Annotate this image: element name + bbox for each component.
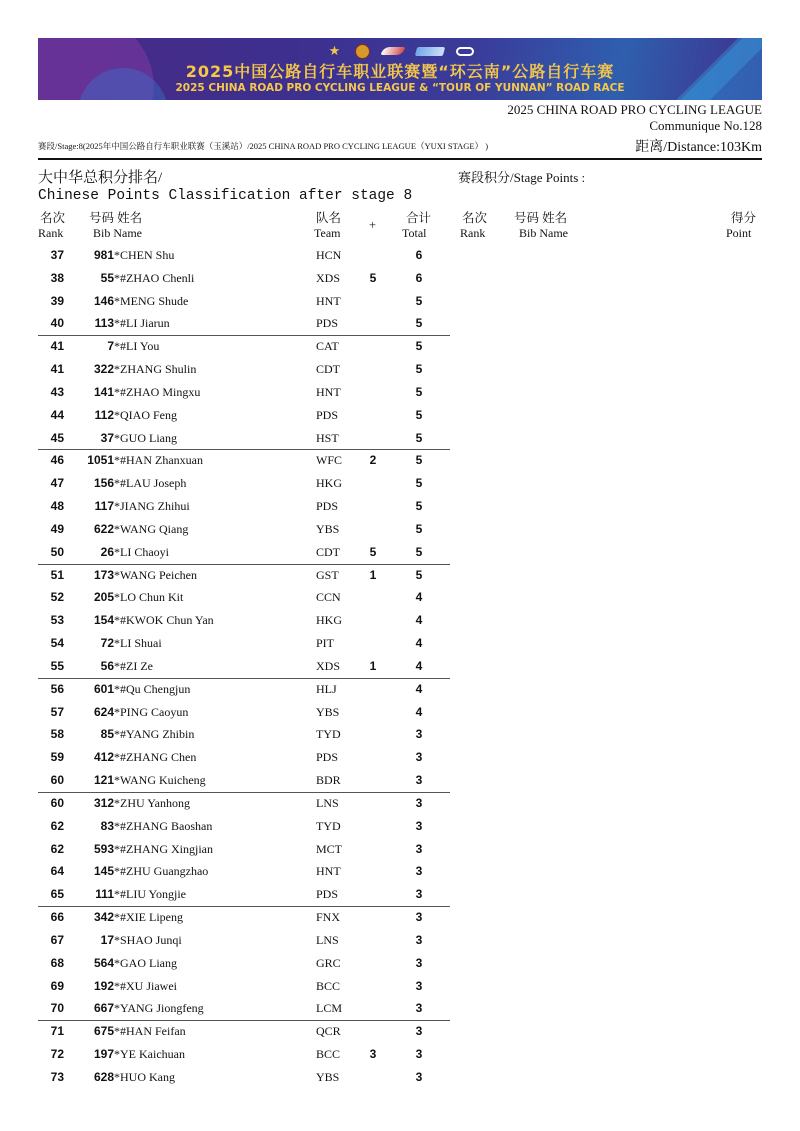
cell-team: BDR xyxy=(316,773,341,788)
cell-rank: 44 xyxy=(50,407,64,422)
emblem-logo-icon xyxy=(355,44,370,59)
cell-name: *#ZHANG Baoshan xyxy=(114,818,213,833)
cell-name: *WANG Kuicheng xyxy=(114,773,206,788)
cell-team: CCN xyxy=(316,590,341,605)
cell-bib: 624 xyxy=(93,704,114,719)
cell-total: 5 xyxy=(415,316,423,331)
col-team-cn: 队名 xyxy=(316,211,342,225)
cell-rank: 41 xyxy=(50,362,64,377)
stage-col-point-cn: 得分 xyxy=(731,211,757,225)
table-row xyxy=(38,655,450,678)
col-bibname-en: Bib Name xyxy=(93,226,142,240)
table-row xyxy=(38,1066,450,1089)
cell-team: PDS xyxy=(316,750,339,765)
cell-rank: 58 xyxy=(50,727,64,742)
table-row xyxy=(38,244,450,267)
cell-rank: 45 xyxy=(50,430,64,445)
cell-total: 3 xyxy=(415,978,423,993)
cell-total: 5 xyxy=(415,567,423,582)
cell-team: HNT xyxy=(316,384,341,399)
table-row xyxy=(38,427,450,450)
cell-team: FNX xyxy=(316,910,341,925)
cell-bib: 312 xyxy=(93,795,114,810)
cell-team: LNS xyxy=(316,795,339,810)
cell-name: *WANG Peichen xyxy=(114,567,197,582)
cell-rank: 72 xyxy=(50,1047,64,1062)
cell-bib: 55 xyxy=(100,270,114,285)
table-row xyxy=(38,541,450,564)
cell-team: PDS xyxy=(316,499,339,514)
table-row xyxy=(38,746,450,769)
cell-team: TYD xyxy=(316,727,341,742)
cell-bib: 156 xyxy=(93,476,114,491)
table-row xyxy=(38,701,450,724)
classification-title-en: Chinese Points Classification after stage 8 xyxy=(38,188,413,204)
cell-team: PDS xyxy=(316,316,339,331)
cell-rank: 48 xyxy=(50,499,64,514)
table-row xyxy=(38,838,450,861)
cell-plus: 1 xyxy=(369,658,377,673)
cell-bib: 111 xyxy=(95,887,114,902)
cell-total: 5 xyxy=(415,521,423,536)
cell-name: *#YANG Zhibin xyxy=(114,727,195,742)
cell-rank: 40 xyxy=(50,316,64,331)
cell-total: 3 xyxy=(415,841,423,856)
cell-name: *YE Kaichuan xyxy=(114,1047,185,1062)
cell-plus: 2 xyxy=(369,453,377,468)
cell-name: *MENG Shude xyxy=(114,293,189,308)
cell-total: 3 xyxy=(415,1024,423,1039)
stage-info: 赛段/Stage:8(2025年中国公路自行车职业联赛（玉溪站）/2025 CHINA ROAD PRO CYCLING LEAGUE（YUXI STAGE） ) xyxy=(38,141,489,151)
cell-name: *WANG Qiang xyxy=(114,521,189,536)
cell-bib: 342 xyxy=(93,910,114,925)
cell-name: *HUO Kang xyxy=(114,1069,175,1084)
cell-total: 5 xyxy=(415,339,423,354)
table-row xyxy=(38,358,450,381)
league-name: 2025 CHINA ROAD PRO CYCLING LEAGUE xyxy=(507,102,762,117)
cell-rank: 64 xyxy=(50,864,64,879)
table-row xyxy=(38,723,450,746)
col-team-en: Team xyxy=(314,226,341,240)
stage-col-rank-cn: 名次 xyxy=(462,211,488,225)
cell-name: *QIAO Feng xyxy=(114,407,177,422)
cell-rank: 65 xyxy=(50,887,64,902)
table-row xyxy=(38,678,450,701)
cell-rank: 46 xyxy=(50,453,64,468)
stage-distance: 距离/Distance:103Km xyxy=(635,140,762,155)
cell-total: 5 xyxy=(415,476,423,491)
cell-rank: 43 xyxy=(50,384,64,399)
cell-total: 3 xyxy=(415,864,423,879)
cell-team: MCT xyxy=(316,841,343,856)
star-logo-icon: ★ xyxy=(328,43,341,59)
cell-name: *ZHANG Shulin xyxy=(114,362,197,377)
cell-team: HNT xyxy=(316,864,341,879)
cell-name: *GAO Liang xyxy=(114,955,177,970)
cell-team: YBS xyxy=(316,1069,340,1084)
cell-total: 3 xyxy=(415,795,423,810)
table-row xyxy=(38,975,450,998)
cell-total: 3 xyxy=(415,932,423,947)
table-row xyxy=(38,883,450,906)
cell-bib: 121 xyxy=(93,773,114,788)
table-row xyxy=(38,952,450,975)
cell-bib: 412 xyxy=(93,750,114,765)
cell-team: HKG xyxy=(316,613,342,628)
cell-total: 3 xyxy=(415,1001,423,1016)
table-row xyxy=(38,906,450,929)
cell-bib: 141 xyxy=(93,384,114,399)
cell-bib: 675 xyxy=(93,1024,114,1039)
cell-bib: 83 xyxy=(100,818,114,833)
table-row xyxy=(38,1043,450,1066)
cell-team: CAT xyxy=(316,339,339,354)
cell-team: LCM xyxy=(316,1001,343,1016)
cell-bib: 197 xyxy=(93,1047,114,1062)
cell-total: 4 xyxy=(415,704,423,719)
stage-col-bibname-en: Bib Name xyxy=(519,226,568,240)
cell-name: *LO Chun Kit xyxy=(114,590,184,605)
crpcl-logo-icon xyxy=(414,47,444,56)
cell-rank: 54 xyxy=(50,636,64,651)
cell-team: QCR xyxy=(316,1024,341,1039)
cell-name: *#ZI Ze xyxy=(114,658,153,673)
cell-name: *JIANG Zhihui xyxy=(114,499,190,514)
cell-team: PDS xyxy=(316,407,339,422)
cell-rank: 70 xyxy=(50,1001,64,1016)
cell-name: *#Qu Chengjun xyxy=(114,681,191,696)
col-bibname-cn: 号码 姓名 xyxy=(89,211,143,225)
cell-total: 3 xyxy=(415,1069,423,1084)
cell-bib: 981 xyxy=(93,248,114,262)
cell-team: HCN xyxy=(316,248,342,262)
cell-total: 5 xyxy=(415,293,423,308)
cell-rank: 59 xyxy=(50,750,64,765)
table-row xyxy=(38,290,450,313)
cell-bib: 601 xyxy=(93,681,114,696)
cell-team: HNT xyxy=(316,293,341,308)
cell-name: *#ZHU Guangzhao xyxy=(114,864,209,879)
cell-bib: 173 xyxy=(93,567,114,582)
table-row xyxy=(38,860,450,883)
cell-name: *ZHU Yanhong xyxy=(114,795,191,810)
cell-plus: 5 xyxy=(369,270,377,285)
cell-rank: 62 xyxy=(50,818,64,833)
cell-plus: 3 xyxy=(369,1047,377,1062)
sponsor-logos xyxy=(38,42,762,60)
cell-bib: 17 xyxy=(100,932,114,947)
cell-bib: 145 xyxy=(93,864,114,879)
cell-total: 5 xyxy=(415,407,423,422)
table-row xyxy=(38,335,450,358)
cell-rank: 37 xyxy=(50,248,64,262)
cell-total: 4 xyxy=(415,658,423,673)
stage-col-bibname-cn: 号码 姓名 xyxy=(514,211,568,225)
cell-bib: 37 xyxy=(100,430,114,445)
cell-bib: 1051 xyxy=(87,453,114,468)
cell-rank: 67 xyxy=(50,932,64,947)
cell-name: *LI Shuai xyxy=(114,636,162,651)
cell-name: *#HAN Zhanxuan xyxy=(114,453,203,468)
cell-name: *PING Caoyun xyxy=(114,704,189,719)
cell-rank: 66 xyxy=(50,910,64,925)
cell-bib: 112 xyxy=(94,407,114,422)
cell-bib: 113 xyxy=(94,316,114,331)
cell-bib: 192 xyxy=(93,978,114,993)
cell-plus: 1 xyxy=(369,567,377,582)
cell-bib: 72 xyxy=(100,636,114,651)
stage-col-rank-en: Rank xyxy=(460,226,486,240)
cell-name: *#XIE Lipeng xyxy=(114,910,183,925)
cell-bib: 205 xyxy=(93,590,114,605)
cell-bib: 7 xyxy=(107,339,114,354)
cell-total: 5 xyxy=(415,499,423,514)
cell-total: 6 xyxy=(415,248,423,262)
table-row xyxy=(38,632,450,655)
cell-team: TYD xyxy=(316,818,341,833)
cell-name: *#LI Jiarun xyxy=(114,316,170,331)
cell-total: 3 xyxy=(415,1047,423,1062)
cell-total: 5 xyxy=(415,544,423,559)
cell-team: YBS xyxy=(316,704,340,719)
cell-team: BCC xyxy=(316,1047,341,1062)
banner-title-en: 2025 CHINA ROAD PRO CYCLING LEAGUE & “TOUR OF YUNNAN” ROAD RACE xyxy=(175,82,625,94)
cell-name: *GUO Liang xyxy=(114,430,177,445)
cell-rank: 49 xyxy=(50,521,64,536)
cell-rank: 69 xyxy=(50,978,64,993)
cell-total: 4 xyxy=(415,590,423,605)
wing-logo-icon xyxy=(380,47,405,55)
cell-name: *#LAU Joseph xyxy=(114,476,187,491)
cell-total: 3 xyxy=(415,773,423,788)
cell-bib: 622 xyxy=(93,521,114,536)
table-row xyxy=(38,472,450,495)
cell-team: GRC xyxy=(316,955,341,970)
cell-bib: 322 xyxy=(93,362,114,377)
header-divider xyxy=(38,158,762,160)
cell-bib: 667 xyxy=(93,1001,114,1016)
cell-name: *#ZHAO Mingxu xyxy=(114,384,201,399)
col-rank-cn: 名次 xyxy=(40,211,66,225)
table-row xyxy=(38,564,450,587)
cell-rank: 39 xyxy=(50,293,64,308)
cell-name: *CHEN Shu xyxy=(114,248,175,262)
table-row xyxy=(38,381,450,404)
table-row xyxy=(38,312,450,335)
cell-team: XDS xyxy=(316,270,341,285)
table-row xyxy=(38,518,450,541)
cell-rank: 73 xyxy=(50,1069,64,1084)
cell-rank: 56 xyxy=(50,681,64,696)
cell-team: BCC xyxy=(316,978,341,993)
cell-rank: 53 xyxy=(50,613,64,628)
cell-name: *#HAN Feifan xyxy=(114,1024,186,1039)
cell-bib: 564 xyxy=(93,955,114,970)
table-row xyxy=(38,792,450,815)
cell-team: CDT xyxy=(316,544,340,559)
table-row xyxy=(38,495,450,518)
cell-rank: 71 xyxy=(50,1024,64,1039)
cell-rank: 52 xyxy=(50,590,64,605)
cell-total: 4 xyxy=(415,636,423,651)
event-banner xyxy=(38,38,762,100)
cell-team: XDS xyxy=(316,658,341,673)
classification-title-cn: 大中华总积分排名/ xyxy=(38,170,163,186)
bike-logo-icon xyxy=(456,47,474,56)
cell-rank: 57 xyxy=(50,704,64,719)
col-total-en: Total xyxy=(402,226,427,240)
cell-team: HST xyxy=(316,430,339,445)
table-row xyxy=(38,609,450,632)
cell-rank: 55 xyxy=(50,658,64,673)
cell-name: *YANG Jiongfeng xyxy=(114,1001,204,1016)
cell-name: *#KWOK Chun Yan xyxy=(114,613,214,628)
cell-bib: 628 xyxy=(93,1069,114,1084)
cell-total: 3 xyxy=(415,955,423,970)
cell-team: CDT xyxy=(316,362,340,377)
table-row xyxy=(38,769,450,792)
cell-team: PDS xyxy=(316,887,339,902)
col-total-cn: 合计 xyxy=(406,211,432,225)
cell-total: 3 xyxy=(415,818,423,833)
cell-team: YBS xyxy=(316,521,340,536)
cell-rank: 62 xyxy=(50,841,64,856)
cell-total: 5 xyxy=(415,362,423,377)
cell-bib: 26 xyxy=(100,544,114,559)
cell-team: HLJ xyxy=(316,681,337,696)
cell-rank: 60 xyxy=(50,773,64,788)
stage-col-point-en: Point xyxy=(726,226,752,240)
cell-total: 3 xyxy=(415,727,423,742)
cell-name: *#LI You xyxy=(114,339,160,354)
cell-name: *#ZHANG Chen xyxy=(114,750,197,765)
cell-name: *#ZHAO Chenli xyxy=(114,270,195,285)
table-row xyxy=(38,449,450,472)
cell-rank: 38 xyxy=(50,270,64,285)
communique-number: Communique No.128 xyxy=(649,118,762,133)
cell-name: *#LIU Yongjie xyxy=(114,887,187,902)
cell-total: 3 xyxy=(415,887,423,902)
cell-bib: 85 xyxy=(100,727,114,742)
cell-team: LNS xyxy=(316,932,339,947)
cell-total: 5 xyxy=(415,453,423,468)
cell-bib: 117 xyxy=(94,499,114,514)
table-row xyxy=(38,1020,450,1043)
cell-name: *#XU Jiawei xyxy=(114,978,177,993)
cell-rank: 50 xyxy=(50,544,64,559)
cell-bib: 146 xyxy=(93,293,114,308)
cell-team: HKG xyxy=(316,476,342,491)
cell-rank: 41 xyxy=(50,339,64,354)
stage-points-title: 赛段积分/Stage Points : xyxy=(458,170,586,185)
cell-rank: 60 xyxy=(50,795,64,810)
cell-total: 5 xyxy=(415,384,423,399)
table-row xyxy=(38,929,450,952)
cell-total: 3 xyxy=(415,910,423,925)
table-row xyxy=(38,404,450,427)
cell-total: 4 xyxy=(415,613,423,628)
cell-name: *#ZHANG Xingjian xyxy=(114,841,213,856)
col-plus: + xyxy=(369,218,377,232)
cell-team: GST xyxy=(316,567,339,582)
cell-bib: 56 xyxy=(100,658,114,673)
col-rank-en: Rank xyxy=(38,226,64,240)
cell-bib: 154 xyxy=(93,613,114,628)
cell-total: 4 xyxy=(415,681,423,696)
cell-total: 5 xyxy=(415,430,423,445)
table-row xyxy=(38,267,450,290)
cell-rank: 51 xyxy=(50,567,64,582)
cell-team: PIT xyxy=(316,636,334,651)
cell-name: *SHAO Junqi xyxy=(114,932,182,947)
cell-rank: 47 xyxy=(50,476,64,491)
table-row xyxy=(38,997,450,1020)
cell-rank: 68 xyxy=(50,955,64,970)
cell-bib: 593 xyxy=(93,841,114,856)
table-row xyxy=(38,586,450,609)
cell-plus: 5 xyxy=(369,544,377,559)
cell-total: 6 xyxy=(415,270,423,285)
banner-title-cn: 2025中国公路自行车职业联赛暨“环云南”公路自行车赛 xyxy=(185,62,615,81)
cell-total: 3 xyxy=(415,750,423,765)
cell-name: *LI Chaoyi xyxy=(114,544,169,559)
cell-team: WFC xyxy=(316,453,343,468)
table-row xyxy=(38,815,450,838)
